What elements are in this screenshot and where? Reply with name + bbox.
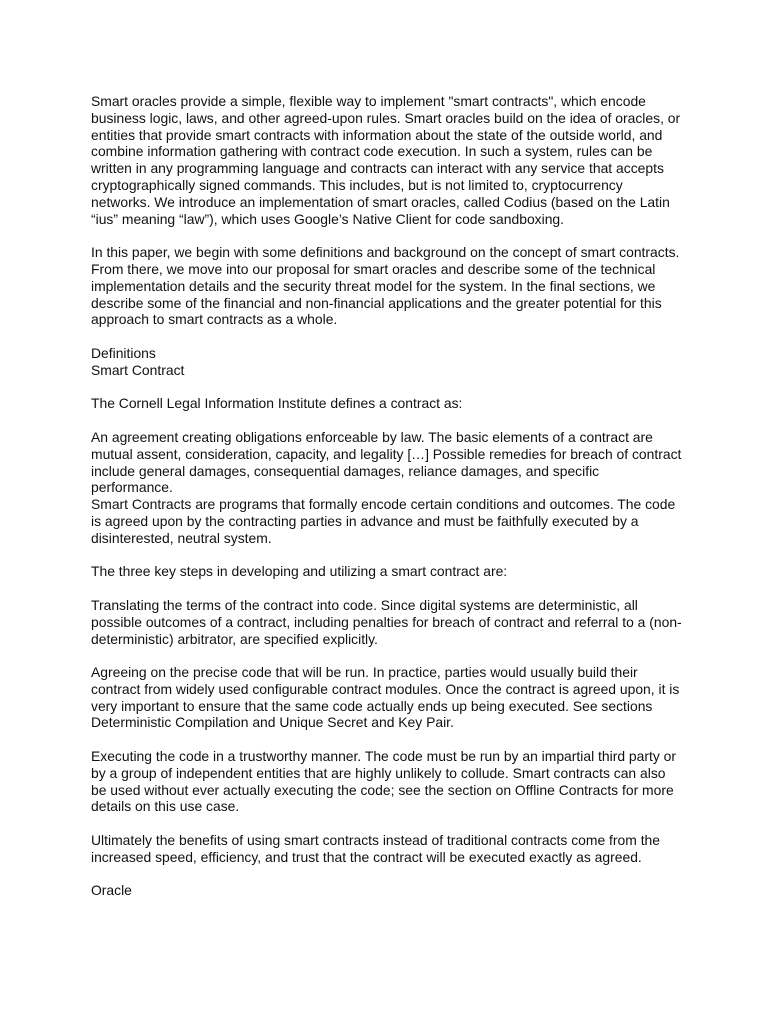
benefits-paragraph: Ultimately the benefits of using smart contracts instead of traditional contracts come from the increased speed, efficiency, and trust that the contract will be executed exactly as agreed. (91, 832, 661, 865)
step-agree-paragraph: Agreeing on the precise code that will be run. In practice, parties would usually build their contract from widely used configurable contract modules. Once the contract is agreed upon, it is very important to ensure that the same code actually ends up being executed. See sections Deterministic Compilation and Unique Secret and Key Pair. (91, 664, 680, 731)
definitions-heading: Definitions (91, 344, 156, 361)
cornell-intro-paragraph: The Cornell Legal Information Institute defines a contract as: (91, 395, 463, 412)
cornell-quote-paragraph: An agreement creating obligations enforceable by law. The basic elements of a contract are mutual assent, consideration, capacity, and legality […] Possible remedies for breach of contract include general damages, consequential damages, reliance damages, and specific performance. (91, 428, 682, 496)
step-execute-paragraph: Executing the code in a trustworthy manner. The code must be run by an impartial third party or by a group of independent entities that are highly unlikely to collude. Smart contracts can also be used without ever actually executing the code; see the section on Offline Contracts for more details on this use case. (91, 748, 676, 815)
step-translate-paragraph: Translating the terms of the contract into code. Since digital systems are deterministic, all possible outcomes of a contract, including penalties for breach of contract and referral to a (non- deterministic) arbitrator, are specified explicitly. (91, 596, 682, 647)
intro-paragraph: Smart oracles provide a simple, flexible way to implement "smart contracts", which encode business logic, laws, and other agreed-upon rules. Smart oracles build on the idea of oracles, or entities that provide smart contracts with information about the state of the outside world, and combine information gathering with contract code execution. In such a system, rules can be written in any programming language and contracts can interact with any service that accepts cryptographically signed commands. This includes, but is not limited to, cryptocurrency networks. We introduce an implementation of smart oracles, called Codius (based on the Latin “ius” meaning “law”), which uses Google’s Native Client for code sandboxing. (91, 93, 681, 227)
document-page (91, 93, 691, 899)
smart-contract-heading: Smart Contract (91, 361, 185, 378)
overview-paragraph: In this paper, we begin with some definitions and background on the concept of smart contracts. From there, we move into our proposal for smart oracles and describe some of the technical implementation details and the security threat model for the system. In the final sections, we describe some of the financial and non-financial applications and the greater potential for this approach to smart contracts as a whole. (91, 244, 680, 328)
oracle-heading: Oracle (91, 882, 132, 899)
smart-contract-definition-paragraph: Smart Contracts are programs that formally encode certain conditions and outcomes. The code is agreed upon by the contracting parties in advance and must be faithfully executed by a disinterested, neutral system. (91, 496, 676, 546)
steps-intro-paragraph: The three key steps in developing and utilizing a smart contract are: (91, 563, 508, 580)
